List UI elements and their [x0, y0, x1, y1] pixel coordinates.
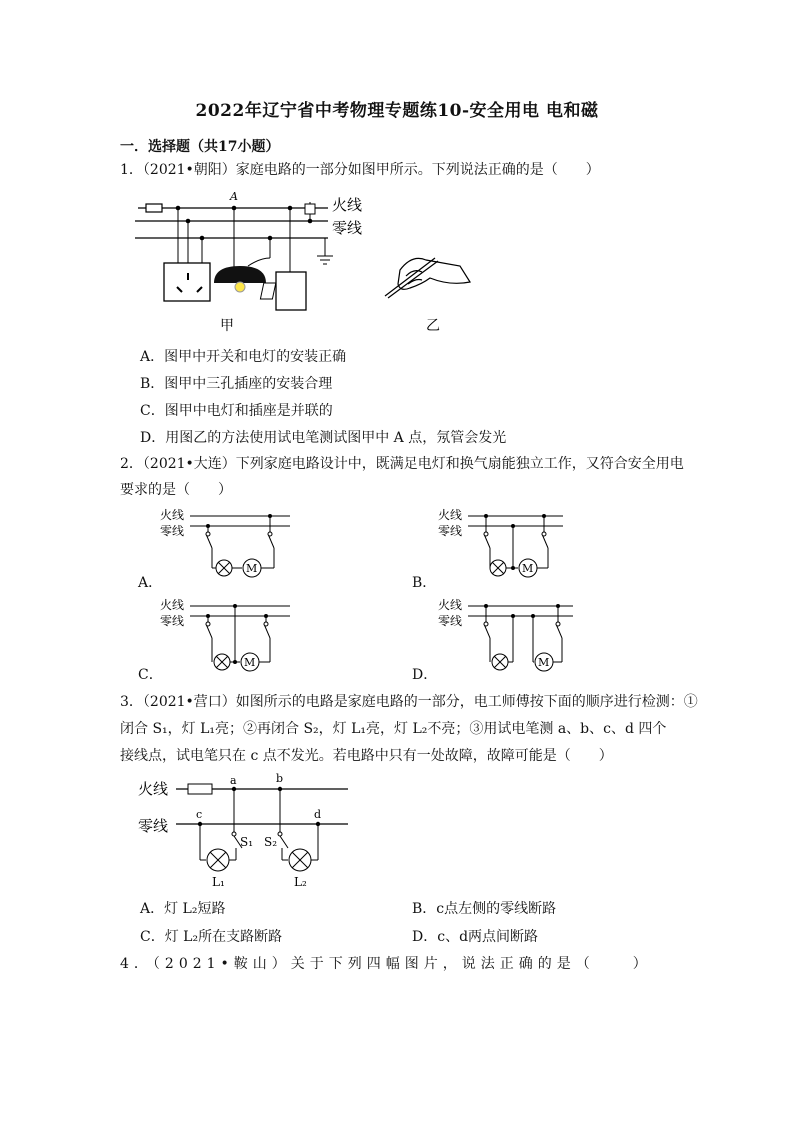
- q2-option-b[interactable]: B．: [412, 575, 437, 591]
- svg-text:c: c: [196, 808, 203, 821]
- svg-text:d: d: [314, 808, 322, 821]
- q1-figure: [130, 188, 490, 348]
- q3-figure: [138, 772, 368, 892]
- svg-text:火线: 火线: [438, 598, 463, 612]
- q2-circuit-c[interactable]: [160, 598, 300, 678]
- svg-text:零线: 零线: [138, 817, 169, 835]
- svg-text:L₂: L₂: [294, 875, 307, 889]
- svg-text:火线: 火线: [138, 780, 169, 798]
- q3-stem-line2: 闭合 S₁，灯 L₁亮；②再闭合 S₂，灯 L₁亮，灯 L₂不亮；③用试电笔测 a、b、c、d 四个: [120, 721, 667, 737]
- q2-circuit-b[interactable]: [438, 508, 578, 588]
- live-wire-label: 火线: [332, 196, 363, 214]
- socket-icon: [164, 263, 210, 301]
- page-title: 2022年辽宁省中考物理专题练10-安全用电 电和磁: [195, 101, 599, 121]
- q2-stem-line1: 2．（2021•大连）下列家庭电路设计中，既满足电灯和换气扇能独立工作，又符合安全用电: [120, 456, 684, 472]
- q3-option-c[interactable]: C．灯 L₂所在支路断路: [140, 929, 283, 945]
- svg-text:火线: 火线: [160, 598, 185, 612]
- q1-option-b[interactable]: B．图甲中三孔插座的安装合理: [140, 376, 333, 392]
- q2-circuit-d[interactable]: [438, 598, 588, 678]
- q3-option-b[interactable]: B．c点左侧的零线断路: [412, 901, 557, 917]
- svg-text:零线: 零线: [160, 524, 185, 538]
- q2-option-d[interactable]: D．: [412, 667, 438, 683]
- fuse-icon: [146, 204, 162, 212]
- svg-text:零线: 零线: [438, 614, 463, 628]
- svg-text:零线: 零线: [160, 614, 185, 628]
- fuse-icon: [188, 784, 212, 794]
- svg-text:L₁: L₁: [212, 875, 225, 889]
- q2-option-c[interactable]: C．: [138, 667, 163, 683]
- figure-yi-caption: 乙: [426, 318, 440, 334]
- q2-stem-line2: 要求的是（ ）: [120, 482, 232, 498]
- hand-tester-pen-icon: [385, 258, 470, 298]
- q2-circuit-a[interactable]: [160, 508, 300, 588]
- q3-option-a[interactable]: A．灯 L₂短路: [140, 901, 226, 917]
- switch-icon: [276, 272, 306, 310]
- section-heading: 一．选择题（共17小题）: [120, 139, 280, 155]
- q3-option-d[interactable]: D．c、d两点间断路: [412, 929, 539, 945]
- point-a-label: A: [230, 190, 238, 203]
- svg-text:火线: 火线: [438, 508, 463, 522]
- q1-option-c[interactable]: C．图甲中电灯和插座是并联的: [140, 403, 333, 419]
- svg-text:S₁: S₁: [240, 835, 254, 849]
- svg-text:a: a: [230, 774, 237, 787]
- svg-text:M: M: [246, 562, 258, 575]
- q3-stem-line1: 3．（2021•营口）如图所示的电路是家庭电路的一部分，电工师傅按下面的顺序进行检测：①: [120, 694, 698, 710]
- svg-text:M: M: [244, 656, 256, 669]
- svg-text:M: M: [522, 562, 534, 575]
- svg-text:S₂: S₂: [264, 835, 278, 849]
- q3-stem-line3: 接线点，试电笔只在 c 点不发光。若电路中只有一处故障，故障可能是（ ）: [120, 748, 613, 764]
- neutral-wire-label: 零线: [332, 219, 363, 237]
- q1-option-d[interactable]: D．用图乙的方法使用试电笔测试图甲中 A 点，氖管会发光: [140, 430, 507, 446]
- svg-text:M: M: [538, 656, 550, 669]
- q2-option-a[interactable]: A．: [138, 575, 163, 591]
- q1-option-a[interactable]: A．图甲中开关和电灯的安装正确: [140, 349, 347, 365]
- svg-text:火线: 火线: [160, 508, 185, 522]
- q1-stem: 1．（2021•朝阳）家庭电路的一部分如图甲所示。下列说法正确的是（ ）: [120, 162, 600, 178]
- q4-stem: 4．（2021•鞍山）关于下列四幅图片，说法正确的是（ ）: [120, 956, 652, 972]
- figure-jia-caption: 甲: [220, 318, 234, 334]
- svg-text:零线: 零线: [438, 524, 463, 538]
- lamp-icon: [214, 266, 266, 283]
- svg-text:b: b: [276, 772, 284, 785]
